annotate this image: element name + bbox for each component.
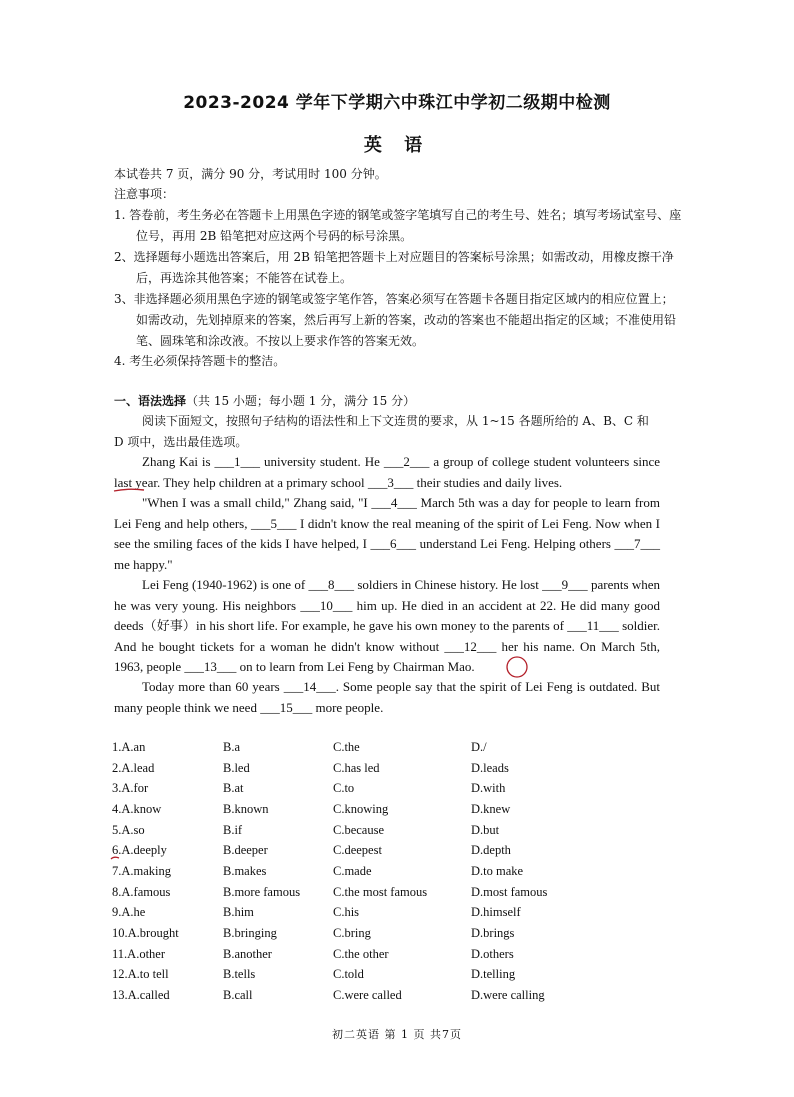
- option-b: B.deeper: [223, 843, 268, 858]
- passage-text: Zhang Kai is ___1___ university student. He ___2___ a group of college student volunteers since last year. They help children at a primary school ___3___ their studies and daily lives.: [114, 454, 660, 490]
- option-b: B.a: [223, 739, 241, 754]
- option-a: 13.A.called: [112, 988, 170, 1003]
- option-row: [112, 737, 547, 758]
- passage-paragraph: [114, 452, 660, 493]
- option-a: 7.A.making: [112, 863, 172, 878]
- option-a: 9.A.he: [112, 905, 146, 920]
- option-c: C.made: [333, 863, 372, 878]
- option-row: [112, 944, 547, 965]
- notice-label: 注意事项：: [114, 187, 175, 201]
- option-row: [112, 840, 547, 861]
- passage-paragraph: [114, 575, 660, 678]
- notice-item: 2、选择题每小题选出答案后，用 2B 铅笔把答题卡上对应题目的答案标号涂黑；如需改动，用橡皮擦干净后，再选涂其他答案；不能答在试卷上。: [114, 250, 674, 285]
- option-d: D.leads: [471, 760, 509, 775]
- option-b: B.another: [223, 946, 272, 961]
- option-d: D.knew: [471, 801, 511, 816]
- notice-item: 1. 答卷前，考生务必在答题卡上用黑色字迹的钢笔或签字笔填写自己的考生号、姓名；填写考场试室号、座位号，再用 2B 铅笔把对应这两个号码的标号涂黑。: [114, 208, 682, 243]
- option-row: [112, 861, 547, 882]
- option-a: 10.A.brought: [112, 926, 179, 941]
- option-row: [112, 758, 547, 779]
- option-b: B.bringing: [223, 926, 277, 941]
- option-d: D.depth: [471, 843, 511, 858]
- option-a: 6.A.deeply: [112, 843, 167, 858]
- page-footer: 初二英语 第 1 页 共7页: [332, 1028, 462, 1041]
- exam-info: 本试卷共 7 页，满分 90 分，考试用时 100 分钟。: [114, 167, 387, 181]
- option-b: B.known: [223, 801, 269, 816]
- option-d: D.but: [471, 822, 500, 837]
- option-row: [112, 903, 547, 924]
- option-c: C.the most famous: [333, 884, 428, 899]
- option-c: C.told: [333, 967, 364, 982]
- option-row: [112, 985, 547, 1006]
- notice-item: 4. 考生必须保持答题卡的整洁。: [114, 354, 286, 368]
- section-instruction: 阅读下面短文，按照句子结构的语法性和上下文连贯的要求，从 1~15 各题所给的 A、B、C 和 D 项中，选出最佳选项。: [114, 414, 649, 449]
- option-d: D.most famous: [471, 884, 548, 899]
- option-d: D.were calling: [471, 988, 545, 1003]
- option-d: D./: [471, 739, 487, 754]
- option-a: 11.A.other: [112, 946, 165, 961]
- option-c: C.bring: [333, 926, 371, 941]
- option-a: 1.A.an: [112, 739, 146, 754]
- option-d: D.with: [471, 781, 506, 796]
- option-d: D.brings: [471, 926, 515, 941]
- passage-text: "When I was a small child," Zhang said, "I ___4___ March 5th was a day for people to learn from Lei Feng and help others, ___5___ I didn't know the real meaning of the spirit of Lei Feng. Now when I see the smiling faces of the kids I have helped, I ___6___ understand Lei Feng. Helping others ___7___ me happy.": [114, 495, 660, 572]
- option-row: [112, 820, 547, 841]
- option-b: B.call: [223, 988, 253, 1003]
- passage-paragraph: [114, 493, 660, 575]
- passage-text: Today more than 60 years ___14___. Some people say that the spirit of Lei Feng is outdated. But many people think we need ___15___ more people.: [114, 679, 660, 715]
- option-b: B.at: [223, 781, 244, 796]
- option-row: [112, 799, 547, 820]
- section-heading-detail: （共 15 小题；每小题 1 分，满分 15 分）: [186, 394, 416, 408]
- option-c: C.the other: [333, 946, 389, 961]
- option-c: C.to: [333, 781, 355, 796]
- option-b: B.tells: [223, 967, 256, 982]
- option-c: C.knowing: [333, 801, 389, 816]
- section-heading-title: 一、语法选择: [114, 394, 187, 408]
- option-d: D.telling: [471, 967, 516, 982]
- section-heading: [114, 392, 415, 409]
- exam-title: 2023-2024 学年下学期六中珠江中学初二级期中检测: [183, 93, 611, 113]
- option-b: B.led: [223, 760, 250, 775]
- subject-title: 英 语: [363, 135, 431, 156]
- option-row: [112, 778, 547, 799]
- option-c: C.his: [333, 905, 360, 920]
- option-a: 12.A.to tell: [112, 967, 169, 982]
- option-row: [112, 923, 547, 944]
- option-row: [112, 965, 547, 986]
- option-c: C.deepest: [333, 843, 382, 858]
- passage-text: Lei Feng (1940-1962) is one of ___8___ soldiers in Chinese history. He lost ___9___ parents when he was very young. His neighbors ___10___ him up. He died in an accident at 22. He did many good deeds（好事）in his short life. For example, he gave his own money to the parents of ___11___ soldier. And he bought tickets for a woman he didn't know without ___12___ her his name. On March 5th, 1963, people ___13___ on to learn from Lei Feng by Chairman Mao.: [114, 577, 660, 675]
- option-c: C.the: [333, 739, 360, 754]
- option-b: B.if: [223, 822, 243, 837]
- option-b: B.makes: [223, 863, 267, 878]
- option-c: C.because: [333, 822, 385, 837]
- option-b: B.him: [223, 905, 254, 920]
- option-d: D.himself: [471, 905, 521, 920]
- option-row: [112, 882, 547, 903]
- option-a: 2.A.lead: [112, 760, 155, 775]
- notice-item: 3、非选择题必须用黑色字迹的钢笔或签字笔作答，答案必须写在答题卡各题目指定区域内的相应位置上；如需改动，先划掉原来的答案，然后再写上新的答案，改动的答案也不能超出指定的区域；不准使用铅笔、圆珠笔和涂改液。不按以上要求作答的答案无效。: [114, 292, 677, 348]
- option-a: 4.A.know: [112, 801, 162, 816]
- option-d: D.to make: [471, 863, 524, 878]
- option-a: 5.A.so: [112, 822, 145, 837]
- options-table: [112, 737, 547, 1006]
- option-a: 8.A.famous: [112, 884, 171, 899]
- passage-paragraph: [114, 677, 660, 718]
- option-b: B.more famous: [223, 884, 301, 899]
- option-a: 3.A.for: [112, 781, 149, 796]
- option-d: D.others: [471, 946, 514, 961]
- option-c: C.were called: [333, 988, 402, 1003]
- option-c: C.has led: [333, 760, 380, 775]
